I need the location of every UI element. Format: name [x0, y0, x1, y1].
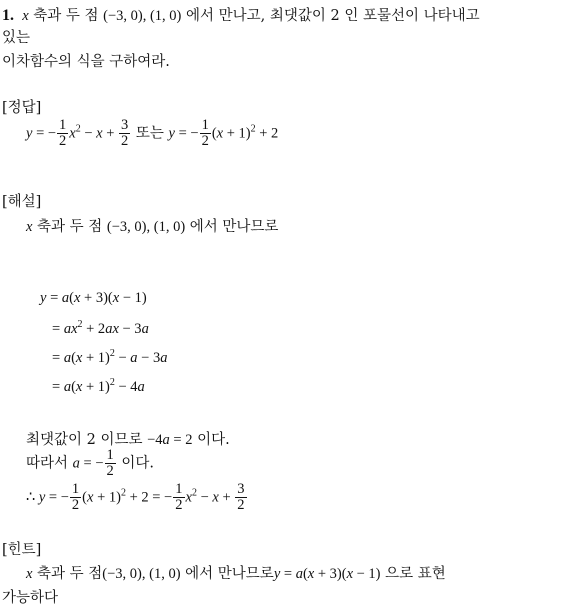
problem-points: (−3, 0), (1, 0) [103, 8, 182, 24]
therefore-a: 따라서 a = − $\frac{1}{2}$ 이다. [26, 447, 154, 479]
max-line: 최댓값이 2 이므로 −4a = 2 이다. [26, 432, 230, 448]
hint-line-1: x 축과 두 점(−3, 0), (1, 0) 에서 만나므로y = a(x + 3)(x − 1) 으로 표현 [26, 566, 446, 582]
eq-step-4: = $a(x + 1)^2 - 4a$ [52, 377, 145, 395]
therefore-equation: ∴ y = − $\frac{1}{2}$ $(x + 1)^2 + 2$ = − $\frac{1}{2}$ $x^2 - x$ + $\frac{3}{2}$ [26, 481, 245, 513]
problem-line-3: 이차함수의 식을 구하여라. [2, 54, 170, 70]
eq-step-1: y = a(x + 3)(x − 1) [40, 290, 147, 306]
problem-text-a: 축과 두 점 [28, 8, 104, 24]
or-word: 또는 [135, 125, 164, 142]
answer-label: [정답] [2, 100, 42, 116]
eq-step-2: = $ax^2 + 2ax - 3a$ [52, 319, 149, 337]
explanation-label: [해설] [2, 194, 42, 210]
frac-one-half: $\frac{1}{2}$ [59, 117, 67, 149]
problem-line-1 [2, 4, 480, 25]
hint-line-2: 가능하다 [2, 590, 59, 606]
eq-step-3: = $a(x + 1)^2 - a - 3a$ [52, 348, 168, 366]
var-x: x [18, 8, 29, 24]
problem-line-2: 있는 [2, 30, 31, 46]
explanation-intro: x 축과 두 점 (−3, 0), (1, 0) 에서 만나므로 [26, 219, 279, 235]
problem-text-b: 에서 만나고, 최댓값이 2 인 포물선이 나타내고 [181, 8, 480, 24]
problem-number: 1. [2, 7, 14, 24]
answer-formula: y = − $\frac{1}{2}$ $x^2 - x$ + $\frac{3}{2}$ 또는 y = − $\frac{1}{2}$ $(x + 1)^2 + 2$ [26, 117, 279, 149]
hint-label: [힌트] [2, 542, 42, 558]
frac-three-halves: $\frac{3}{2}$ [121, 117, 129, 149]
